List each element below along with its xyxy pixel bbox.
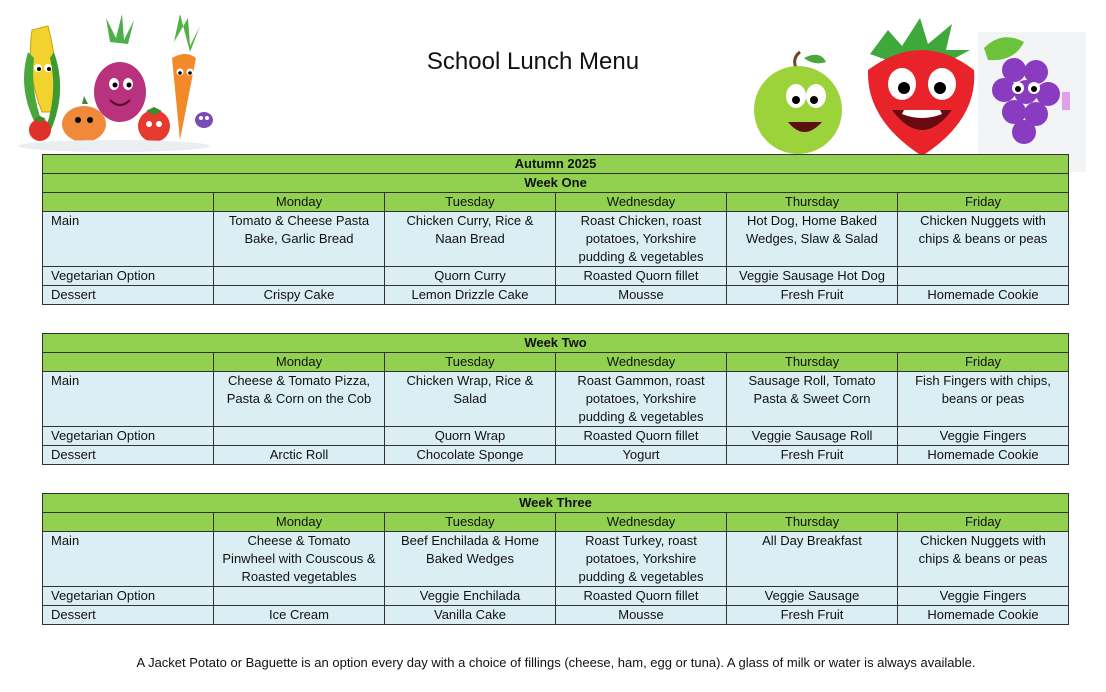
day-header: Thursday (727, 353, 898, 372)
day-header: Monday (214, 353, 385, 372)
day-header: Friday (898, 513, 1069, 532)
day-header: Friday (898, 193, 1069, 212)
menu-cell: Roast Chicken, roast potatoes, Yorkshire pudding & vegetables (556, 212, 727, 267)
season-row (43, 155, 1069, 174)
row-label: Dessert (43, 446, 214, 465)
menu-cell: Homemade Cookie (898, 286, 1069, 305)
day-header: Thursday (727, 513, 898, 532)
apple-icon (754, 52, 842, 154)
day-header: Monday (214, 513, 385, 532)
main-row (43, 212, 1069, 267)
menu-cell: Crispy Cake (214, 286, 385, 305)
menu-cell: Chicken Nuggets with chips & beans or peas (898, 212, 1069, 267)
eggplant-icon (195, 112, 213, 128)
menu-cell: Veggie Enchilada (385, 587, 556, 606)
vegetarian-row (43, 267, 1069, 286)
menu-cell: Chicken Nuggets with chips & beans or peas (898, 532, 1069, 587)
menu-cell (214, 267, 385, 286)
menu-cell: Roast Turkey, roast potatoes, Yorkshire pudding & vegetables (556, 532, 727, 587)
week-three-table (42, 493, 1069, 625)
menu-cell (214, 427, 385, 446)
menu-cell: Veggie Fingers (898, 427, 1069, 446)
day-header: Monday (214, 193, 385, 212)
days-row (43, 353, 1069, 372)
menu-cell (214, 587, 385, 606)
week-title-row (43, 494, 1069, 513)
row-label: Vegetarian Option (43, 587, 214, 606)
menu-cell: Vanilla Cake (385, 606, 556, 625)
row-label: Main (43, 212, 214, 267)
main-row (43, 372, 1069, 427)
corn-icon (24, 26, 60, 132)
fruits-illustration (752, 10, 1086, 172)
week-title: Week Three (43, 494, 1069, 513)
day-header: Tuesday (385, 513, 556, 532)
menu-cell: Chicken Curry, Rice & Naan Bread (385, 212, 556, 267)
menu-cell: Chicken Wrap, Rice & Salad (385, 372, 556, 427)
main-row (43, 532, 1069, 587)
menu-cell: Fresh Fruit (727, 286, 898, 305)
vegetarian-row (43, 587, 1069, 606)
week-title-row (43, 174, 1069, 193)
menu-cell: Tomato & Cheese Pasta Bake, Garlic Bread (214, 212, 385, 267)
menu-cell: Quorn Curry (385, 267, 556, 286)
menu-cell: Roasted Quorn fillet (556, 267, 727, 286)
menu-cell: Cheese & Tomato Pinwheel with Couscous & Roasted vegetables (214, 532, 385, 587)
corner-cell (43, 353, 214, 372)
menu-cell: Beef Enchilada & Home Baked Wedges (385, 532, 556, 587)
row-label: Main (43, 532, 214, 587)
menu-cell: Yogurt (556, 446, 727, 465)
strawberry-icon (868, 18, 974, 156)
days-row (43, 513, 1069, 532)
menu-cell: Roasted Quorn fillet (556, 427, 727, 446)
day-header: Friday (898, 353, 1069, 372)
row-label: Vegetarian Option (43, 427, 214, 446)
week-title-row (43, 334, 1069, 353)
day-header: Thursday (727, 193, 898, 212)
season-title: Autumn 2025 (43, 155, 1069, 174)
row-label: Dessert (43, 606, 214, 625)
menu-cell: Mousse (556, 286, 727, 305)
menu-cell: Homemade Cookie (898, 606, 1069, 625)
day-header: Wednesday (556, 353, 727, 372)
corner-cell (43, 193, 214, 212)
menu-cell: Veggie Sausage Roll (727, 427, 898, 446)
day-header: Wednesday (556, 193, 727, 212)
week-title: Week One (43, 174, 1069, 193)
menu-cell: All Day Breakfast (727, 532, 898, 587)
menu-cell: Quorn Wrap (385, 427, 556, 446)
vegetables-illustration (14, 12, 214, 154)
day-header: Tuesday (385, 353, 556, 372)
menu-cell: Veggie Sausage (727, 587, 898, 606)
dessert-row (43, 606, 1069, 625)
menu-cell: Lemon Drizzle Cake (385, 286, 556, 305)
week-title: Week Two (43, 334, 1069, 353)
menu-cell: Homemade Cookie (898, 446, 1069, 465)
menu-cell: Roast Gammon, roast potatoes, Yorkshire pudding & vegetables (556, 372, 727, 427)
row-label: Dessert (43, 286, 214, 305)
menu-cell: Hot Dog, Home Baked Wedges, Slaw & Salad (727, 212, 898, 267)
week-one-table (42, 154, 1069, 305)
menu-cell: Chocolate Sponge (385, 446, 556, 465)
days-row (43, 193, 1069, 212)
menu-cell: Fish Fingers with chips, beans or peas (898, 372, 1069, 427)
row-label: Vegetarian Option (43, 267, 214, 286)
day-header: Wednesday (556, 513, 727, 532)
menu-cell: Veggie Fingers (898, 587, 1069, 606)
menu-cell: Fresh Fruit (727, 446, 898, 465)
row-label: Main (43, 372, 214, 427)
vegetarian-row (43, 427, 1069, 446)
menu-cell: Sausage Roll, Tomato Pasta & Sweet Corn (727, 372, 898, 427)
menu-cell: Mousse (556, 606, 727, 625)
menu-cell: Ice Cream (214, 606, 385, 625)
menu-cell: Cheese & Tomato Pizza, Pasta & Corn on the Cob (214, 372, 385, 427)
menu-cell (898, 267, 1069, 286)
week-two-table (42, 333, 1069, 465)
page-title: School Lunch Menu (426, 48, 640, 75)
dessert-row (43, 286, 1069, 305)
dessert-row (43, 446, 1069, 465)
menu-cell: Roasted Quorn fillet (556, 587, 727, 606)
corner-cell (43, 513, 214, 532)
footer-note: A Jacket Potato or Baguette is an option every day with a choice of fillings (cheese, ham, egg or tuna). A glass of milk or water is always available. (136, 655, 976, 670)
day-header: Tuesday (385, 193, 556, 212)
menu-cell: Fresh Fruit (727, 606, 898, 625)
menu-cell: Veggie Sausage Hot Dog (727, 267, 898, 286)
menu-cell: Arctic Roll (214, 446, 385, 465)
